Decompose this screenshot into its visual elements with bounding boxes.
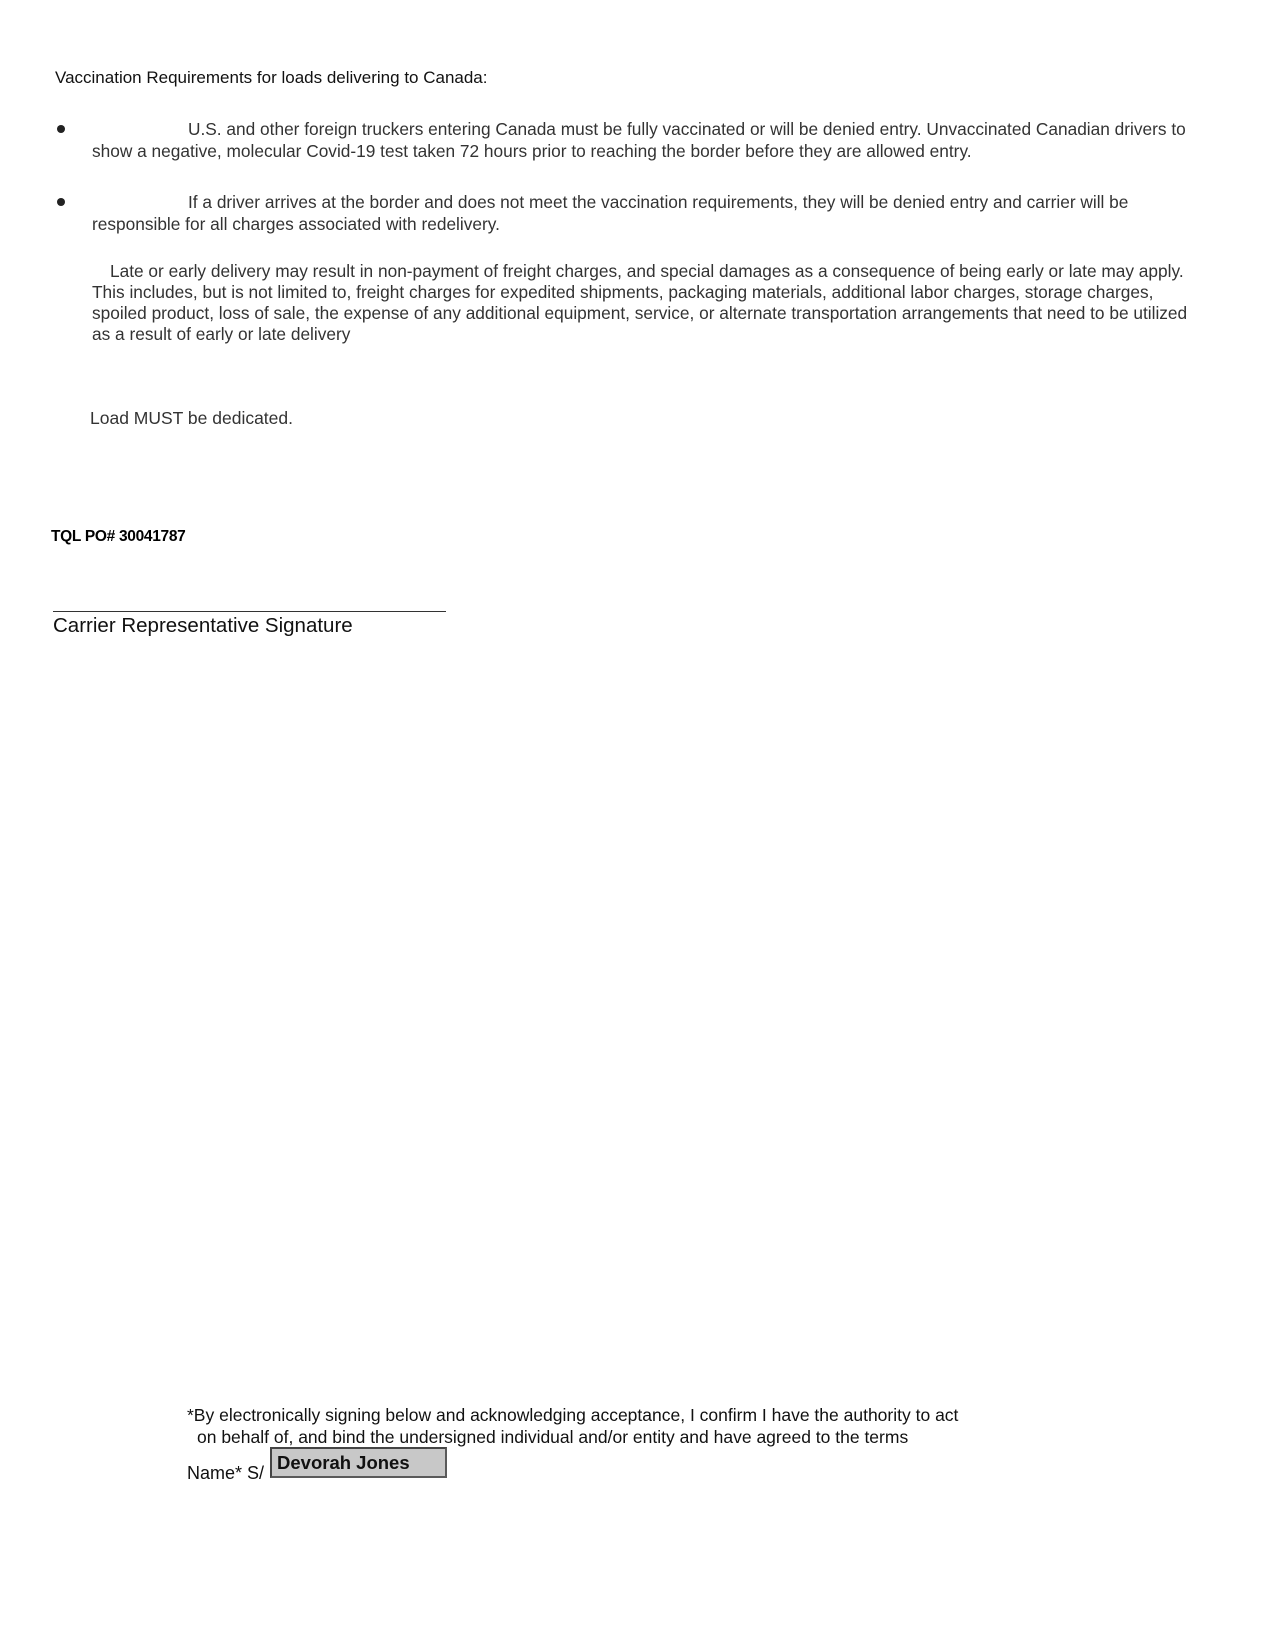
name-signature-field[interactable]: Devorah Jones — [270, 1447, 447, 1478]
delivery-terms-paragraph: Late or early delivery may result in non-payment of freight charges, and special damages as a consequence of being early or late may apply. This includes, but is not limited to, freight charges for expedited shipments, packaging materials, additional labor charges, storage charges, spoiled product, loss of sale, the expense of any additional equipment, service, or alternate transportation arrangements that need to be utilized as a result of early or late delivery — [92, 261, 1188, 344]
po-number: TQL PO# 30041787 — [51, 528, 186, 545]
acknowledgement-text — [187, 1404, 1087, 1448]
acknowledgement-line-1: *By electronically signing below and acknowledging acceptance, I confirm I have the authority to act — [187, 1405, 959, 1425]
bullet-item-border-denial: If a driver arrives at the border and does not meet the vaccination requirements, they will be denied entry and carrier will be responsible for all charges associated with redelivery. — [92, 192, 1129, 234]
bullet-dot — [57, 125, 65, 133]
bullet-item-vaccination: U.S. and other foreign truckers entering Canada must be fully vaccinated or will be denied entry. Unvaccinated Canadian drivers to show a negative, molecular Covid-19 test taken 72 hours prior to reaching the border before they are allowed entry. — [92, 119, 1186, 161]
name-label: Name* S/ — [187, 1463, 265, 1483]
dedicated-note: Load MUST be dedicated. — [90, 408, 294, 428]
signature-line[interactable] — [53, 611, 446, 612]
signature-label: Carrier Representative Signature — [53, 614, 353, 637]
acknowledgement-line-2: on behalf of, and bind the undersigned individual and/or entity and have agreed to the terms — [197, 1427, 909, 1447]
page-heading: Vaccination Requirements for loads delivering to Canada: — [55, 68, 488, 87]
bullet-dot — [57, 198, 65, 206]
